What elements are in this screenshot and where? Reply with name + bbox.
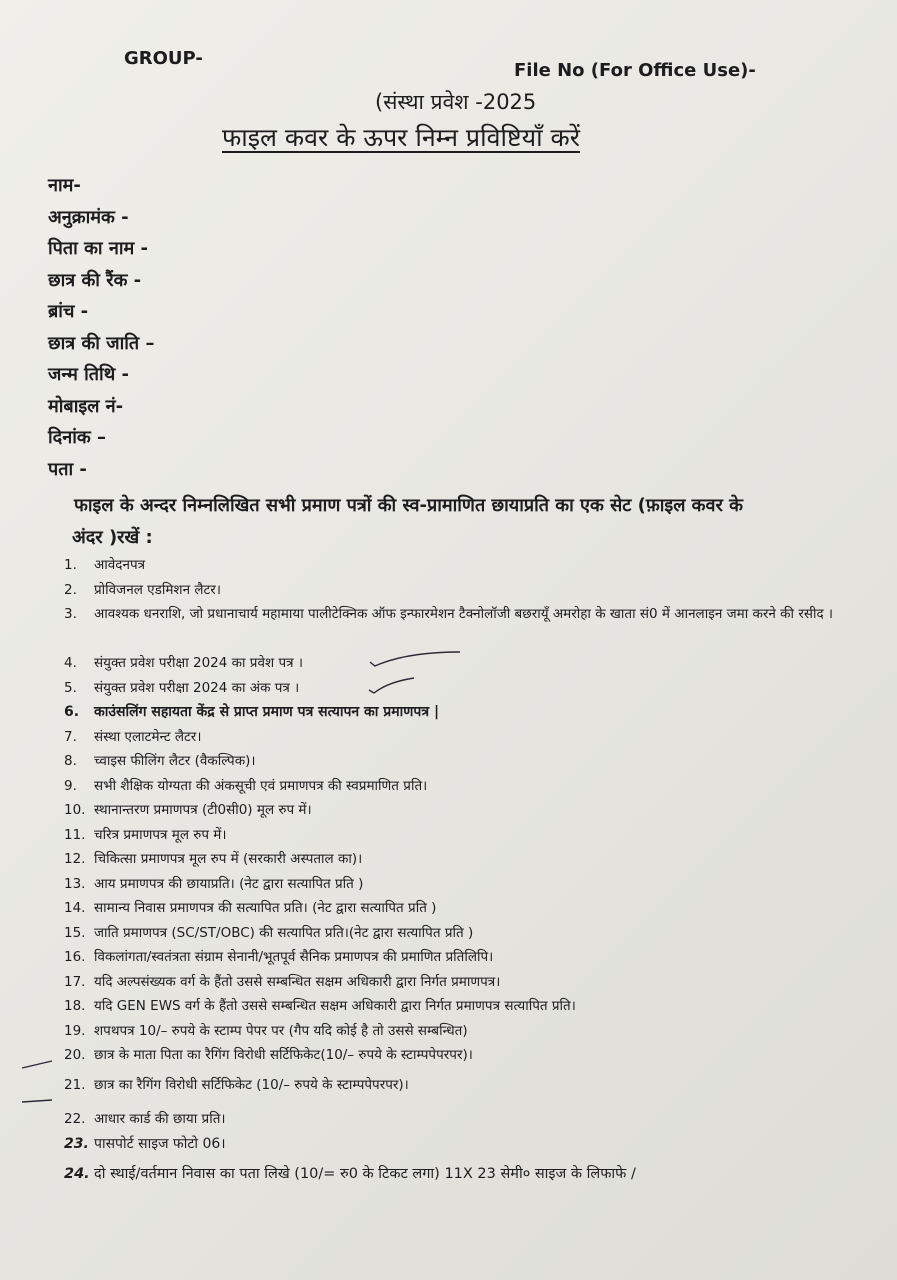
item-text: यदि अल्पसंख्यक वर्ग के हैंतो उससे सम्बन्धित सक्षम अधिकारी द्वारा निर्गत प्रमाणपत्र। <box>94 973 501 990</box>
item-text: सभी शैक्षिक योग्यता की अंकसूची एवं प्रमाणपत्र की स्वप्रमाणित प्रति। <box>94 777 428 794</box>
list-item <box>64 848 874 873</box>
cover-field-name: नाम- <box>48 175 81 196</box>
item-text: चिकित्सा प्रमाणपत्र मूल रुप में (सरकारी अस्पताल का)। <box>94 851 363 867</box>
group-label: GROUP- <box>124 48 203 69</box>
item-number: 3. <box>64 606 77 622</box>
item-text: आवेदनपत्र <box>94 557 146 573</box>
list-item <box>64 1020 874 1045</box>
item-text: आवश्यक धनराशि, जो प्रधानाचार्य महामाया पालीटेक्निक ऑफ इन्फारमेशन टैक्नोलॉजी बछरायूँ अमरोहा के खाता सं0 में आनलाइन जमा करने की रसीद । <box>94 606 834 622</box>
item-text: छात्र का रैगिंग विरोधी सर्टिफिकेट (10/– रुपये के स्टाम्पपेपरपर)। <box>94 1077 409 1093</box>
cover-field-branch: ब्रांच - <box>48 301 89 322</box>
list-item <box>64 799 874 824</box>
item-number: 22. <box>64 1111 86 1127</box>
item-text: दो स्थाई/वर्तमान निवास का पता लिखे (10/= रु0 के टिकट लगा) 11X 23 सेमी० साइज के लिफाफे / <box>94 1166 636 1182</box>
item-text: यदि GEN EWS वर्ग के हैंतो उससे सम्बन्धित सक्षम अधिकारी द्वारा निर्गत प्रमाणपत्र सत्यापित प्रति। <box>94 998 576 1014</box>
mark-stroke <box>22 1061 52 1068</box>
list-item <box>64 922 874 947</box>
list-item <box>64 603 874 652</box>
list-item <box>64 1133 874 1158</box>
session-label: (संस्था प्रवेश -2025 <box>375 90 537 114</box>
item-number: 15. <box>64 924 86 941</box>
list-item <box>64 750 874 775</box>
item-number: 7. <box>64 728 77 745</box>
list-item <box>64 824 874 849</box>
item-number: 4. <box>64 655 77 671</box>
handwritten-check-mark-4 <box>366 648 466 670</box>
cover-field-caste: छात्र की जाति – <box>48 332 155 354</box>
item-number: 14. <box>64 900 86 916</box>
list-item <box>64 897 874 922</box>
item-number: 20. <box>64 1047 86 1063</box>
documents-list <box>64 554 874 1188</box>
item-number: 24. <box>64 1166 90 1182</box>
item-number: 9. <box>64 777 77 794</box>
item-number: 11. <box>64 826 86 843</box>
item-number: 12. <box>64 851 86 867</box>
item-number: 16. <box>64 949 86 965</box>
instructions-intro <box>74 490 874 554</box>
item-text: संस्था एलाटमेन्ट लैटर। <box>94 728 202 745</box>
item-number: 13. <box>64 875 86 892</box>
list-item <box>64 946 874 971</box>
cover-field-rank: छात्र की रैंक - <box>48 269 142 291</box>
item-number: 5. <box>64 679 77 696</box>
intro-line-2: अंदर )रखें : <box>72 527 153 548</box>
cover-field-date: दिनांक – <box>48 427 106 448</box>
check-mark-stroke <box>370 652 460 666</box>
check-mark-stroke <box>369 678 414 693</box>
mark-stroke <box>22 1100 52 1102</box>
item-text: स्थानान्तरण प्रमाणपत्र (टी0सी0) मूल रुप में। <box>94 802 312 818</box>
cover-field-roll-number: अनुक्रामंक - <box>48 206 129 228</box>
list-item <box>64 652 874 677</box>
list-item <box>64 775 874 800</box>
item-text: जाति प्रमाणपत्र (SC/ST/OBC) की सत्यापित प्रति।(नेट द्वारा सत्यापित प्रति ) <box>94 924 474 941</box>
handwritten-mark-20 <box>20 1058 54 1070</box>
item-number: 6. <box>64 704 80 720</box>
list-item <box>64 726 874 751</box>
list-item <box>64 1044 874 1074</box>
item-text: आय प्रमाणपत्र की छायाप्रति। (नेट द्वारा सत्यापित प्रति ) <box>94 875 364 892</box>
item-text: छात्र के माता पिता का रैगिंग विरोधी सर्टिफिकेट(10/– रुपये के स्टाम्पपेपरपर)। <box>94 1047 473 1063</box>
item-text: आधार कार्ड की छाया प्रति। <box>94 1111 226 1127</box>
item-text: प्रोविजनल एडमिशन लैटर। <box>94 581 221 598</box>
item-number: 10. <box>64 802 86 818</box>
page-title: फाइल कवर के ऊपर निम्न प्रविष्टियाँ करें <box>222 123 580 152</box>
item-number: 1. <box>64 557 77 573</box>
item-text: संयुक्त प्रवेश परीक्षा 2024 का प्रवेश पत्र । <box>94 655 303 671</box>
item-text: च्वाइस फीलिंग लैटर (वैकल्पिक)। <box>94 753 256 769</box>
list-item <box>64 971 874 996</box>
intro-line-1: फाइल के अन्दर निम्नलिखित सभी प्रमाण पत्रों की स्व-प्रामाणित छायाप्रति का एक सेट (फ़ाइल कवर के <box>74 495 743 516</box>
item-number: 19. <box>64 1022 86 1039</box>
item-number: 23. <box>64 1135 89 1152</box>
item-text: संयुक्त प्रवेश परीक्षा 2024 का अंक पत्र । <box>94 679 300 696</box>
handwritten-check-mark-5 <box>366 674 418 696</box>
item-text: सामान्य निवास प्रमाणपत्र की सत्यापित प्रति। (नेट द्वारा सत्यापित प्रति ) <box>94 900 437 916</box>
item-number: 21. <box>64 1077 86 1093</box>
item-text: शपथपत्र 10/– रुपये के स्टाम्प पेपर पर (गैप यदि कोई है तो उससे सम्बन्धित) <box>94 1022 468 1039</box>
list-item <box>64 1074 874 1108</box>
cover-field-mobile: मोबाइल नं- <box>48 395 124 417</box>
list-item <box>64 677 874 702</box>
list-item <box>64 554 874 579</box>
list-item <box>64 1163 874 1188</box>
list-item <box>64 1108 874 1133</box>
list-item <box>64 873 874 898</box>
list-item <box>64 701 874 726</box>
item-number: 8. <box>64 753 77 769</box>
item-text: चरित्र प्रमाणपत्र मूल रुप में। <box>94 826 227 843</box>
file-no-label: File No (For Office Use)- <box>514 60 756 81</box>
item-number: 17. <box>64 973 86 990</box>
item-text: विकलांगता/स्वतंत्रता संग्राम सेनानी/भूतपूर्व सैनिक प्रमाणपत्र की प्रमाणित प्रतिलिपि। <box>94 949 494 965</box>
list-item <box>64 579 874 604</box>
item-text: काउंसलिंग सहायता केंद्र से प्राप्त प्रमाण पत्र सत्यापन का प्रमाणपत्र | <box>94 704 440 720</box>
handwritten-mark-21 <box>20 1096 54 1106</box>
cover-fields-list <box>48 170 154 485</box>
cover-field-father-name: पिता का नाम - <box>48 238 148 259</box>
cover-field-dob: जन्म तिथि - <box>48 364 129 385</box>
item-number: 18. <box>64 998 86 1014</box>
item-text: पासपोर्ट साइज फोटो 06। <box>94 1135 226 1152</box>
cover-field-address: पता - <box>48 458 87 480</box>
item-number: 2. <box>64 581 77 598</box>
list-item <box>64 995 874 1020</box>
